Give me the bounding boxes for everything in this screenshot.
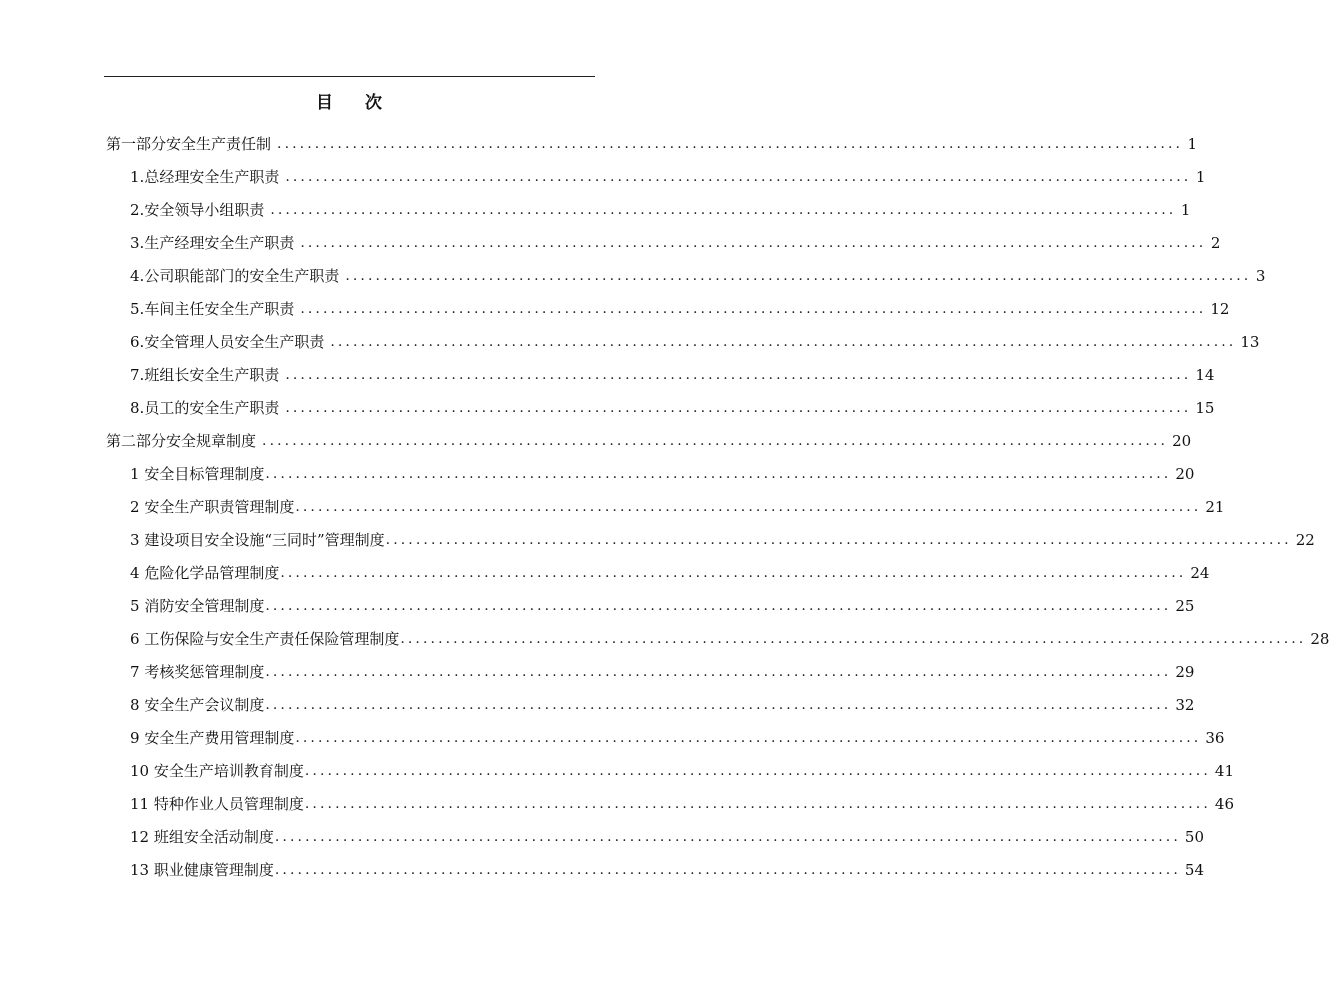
toc-entry[interactable] xyxy=(130,859,1204,881)
toc-entry-number: 8 xyxy=(130,696,145,714)
toc-entry-label: 总经理安全生产职责 xyxy=(144,168,280,186)
toc-entry-number: 第一部分 xyxy=(106,135,167,153)
toc-dot-leader: ........................................................................................................................ xyxy=(265,598,1172,614)
toc-dot-leader: ........................................................................................................................ xyxy=(295,730,1202,746)
toc-page-number: 1 xyxy=(1195,168,1206,186)
toc-entry-number: 7 xyxy=(130,663,145,681)
toc-page-number: 28 xyxy=(1310,630,1329,648)
toc-entry-label: 班组长安全生产职责 xyxy=(144,366,280,384)
toc-page-number: 41 xyxy=(1214,762,1234,780)
toc-entry-number: 8. xyxy=(130,399,145,417)
toc-entry[interactable] xyxy=(130,232,1221,254)
toc-page-number: 36 xyxy=(1205,729,1225,747)
toc-entry[interactable] xyxy=(130,364,1215,386)
toc-entry-number: 4 xyxy=(130,564,145,582)
toc-entry[interactable] xyxy=(130,826,1204,848)
toc-dot-leader: ........................................................................................................................ xyxy=(262,433,1169,449)
toc-entry-label: 职业健康管理制度 xyxy=(153,861,274,879)
toc-page-number: 20 xyxy=(1175,465,1195,483)
toc-entry-label: 安全生产职责管理制度 xyxy=(144,498,295,516)
toc-page-number: 25 xyxy=(1175,597,1195,615)
toc-dot-leader: ........................................................................................................................ xyxy=(345,268,1252,284)
toc-entry-label: 安全管理人员安全生产职责 xyxy=(144,333,325,351)
toc-entry[interactable] xyxy=(130,298,1230,320)
toc-page-number: 32 xyxy=(1175,696,1195,714)
toc-entry[interactable] xyxy=(130,166,1206,188)
toc-entry-number: 13 xyxy=(130,861,154,879)
toc-dot-leader: ........................................................................................................................ xyxy=(280,565,1187,581)
toc-entry[interactable] xyxy=(130,199,1191,221)
toc-entry-label: 消防安全管理制度 xyxy=(144,597,265,615)
toc-entry-number: 10 xyxy=(130,762,154,780)
toc-entry-number: 12 xyxy=(130,828,154,846)
toc-entry-label: 员工的安全生产职责 xyxy=(144,399,280,417)
toc-entry[interactable] xyxy=(130,661,1195,683)
toc-dot-leader: ........................................................................................................................ xyxy=(265,466,1172,482)
toc-dot-leader: ........................................................................................................................ xyxy=(285,400,1192,416)
toc-page-number: 21 xyxy=(1205,498,1225,516)
toc-entry[interactable] xyxy=(130,463,1195,485)
toc-title xyxy=(0,91,700,115)
toc-entry-label: 安全生产培训教育制度 xyxy=(153,762,304,780)
toc-entry[interactable] xyxy=(130,529,1315,551)
toc-entry-label: 安全生产费用管理制度 xyxy=(144,729,295,747)
toc-dot-leader: ........................................................................................................................ xyxy=(285,169,1192,185)
toc-dot-leader: ........................................................................................................................ xyxy=(400,631,1307,647)
toc-entry-number: 3. xyxy=(130,234,145,252)
toc-entry[interactable] xyxy=(130,265,1266,287)
toc-entry-label: 安全生产会议制度 xyxy=(144,696,265,714)
toc-page-number: 1 xyxy=(1187,135,1198,153)
toc-entry-label: 建设项目安全设施“三同时”管理制度 xyxy=(144,531,385,549)
toc-entry-number: 2. xyxy=(130,201,145,219)
toc-entry[interactable] xyxy=(130,397,1215,419)
header-rule xyxy=(104,76,595,77)
toc-dot-leader: ........................................................................................................................ xyxy=(285,367,1192,383)
toc-page-number: 12 xyxy=(1210,300,1230,318)
toc-dot-leader: ........................................................................................................................ xyxy=(295,499,1202,515)
toc-dot-leader: ........................................................................................................................ xyxy=(300,235,1207,251)
toc-entry-number: 4. xyxy=(130,267,145,285)
toc-title-char-2: 次 xyxy=(365,93,384,113)
toc-entry-label: 工伤保险与安全生产责任保险管理制度 xyxy=(144,630,400,648)
toc-entry[interactable] xyxy=(130,595,1195,617)
toc-entry-number: 7. xyxy=(130,366,145,384)
toc-entry-label: 安全目标管理制度 xyxy=(144,465,265,483)
toc-page-number: 1 xyxy=(1180,201,1191,219)
toc-entry-label: 危险化学品管理制度 xyxy=(144,564,280,582)
toc-dot-leader: ........................................................................................................................ xyxy=(270,202,1177,218)
toc-page-number: 22 xyxy=(1295,531,1315,549)
toc-page-number: 2 xyxy=(1210,234,1221,252)
toc-entry-label: 车间主任安全生产职责 xyxy=(144,300,295,318)
toc-dot-leader: ........................................................................................................................ xyxy=(385,532,1292,548)
toc-dot-leader: ........................................................................................................................ xyxy=(274,862,1181,878)
toc-entry[interactable] xyxy=(130,760,1234,782)
toc-entry-label: 公司职能部门的安全生产职责 xyxy=(144,267,340,285)
toc-entry-label: 安全生产责任制 xyxy=(166,135,272,153)
toc-entry-number: 2 xyxy=(130,498,145,516)
toc-page-number: 3 xyxy=(1255,267,1266,285)
toc-entry[interactable] xyxy=(130,628,1329,650)
toc-dot-leader: ........................................................................................................................ xyxy=(265,697,1172,713)
toc-entry-label: 特种作业人员管理制度 xyxy=(153,795,304,813)
toc-dot-leader: ........................................................................................................................ xyxy=(274,829,1181,845)
toc-entry[interactable] xyxy=(130,694,1195,716)
toc-entry-label: 安全领导小组职责 xyxy=(144,201,265,219)
toc-entry-number: 5. xyxy=(130,300,145,318)
toc-entry[interactable] xyxy=(130,793,1234,815)
toc-dot-leader: ........................................................................................................................ xyxy=(330,334,1237,350)
toc-dot-leader: ........................................................................................................................ xyxy=(304,796,1211,812)
toc-page-number: 46 xyxy=(1214,795,1234,813)
toc-entry-number: 1. xyxy=(130,168,145,186)
toc-entry-label: 安全规章制度 xyxy=(166,432,257,450)
toc-page-number: 54 xyxy=(1184,861,1204,879)
toc-entry-number: 6. xyxy=(130,333,145,351)
toc-dot-leader: ........................................................................................................................ xyxy=(277,136,1184,152)
toc-entry[interactable] xyxy=(130,727,1225,749)
toc-dot-leader: ........................................................................................................................ xyxy=(265,664,1172,680)
toc-entry-number: 3 xyxy=(130,531,145,549)
toc-page-number: 13 xyxy=(1240,333,1260,351)
toc-page-number: 29 xyxy=(1175,663,1195,681)
toc-entry-number: 9 xyxy=(130,729,145,747)
toc-entry-number: 第二部分 xyxy=(106,432,167,450)
toc-part-entry[interactable] xyxy=(106,133,1198,155)
toc-title-char-1: 目 xyxy=(316,93,335,113)
toc-page-number: 24 xyxy=(1190,564,1210,582)
toc-page-number: 14 xyxy=(1195,366,1215,384)
toc-entry-number: 1 xyxy=(130,465,145,483)
toc-entry[interactable] xyxy=(130,331,1260,353)
toc-entry[interactable] xyxy=(130,496,1225,518)
toc-page-number: 20 xyxy=(1172,432,1192,450)
toc-entry-number: 6 xyxy=(130,630,145,648)
toc-page-number: 50 xyxy=(1184,828,1204,846)
toc-dot-leader: ........................................................................................................................ xyxy=(300,301,1207,317)
toc-dot-leader: ........................................................................................................................ xyxy=(304,763,1211,779)
toc-part-entry[interactable] xyxy=(106,430,1192,452)
toc-page-number: 15 xyxy=(1195,399,1215,417)
toc-entry-label: 生产经理安全生产职责 xyxy=(144,234,295,252)
toc-entry-label: 考核奖惩管理制度 xyxy=(144,663,265,681)
toc-entry-label: 班组安全活动制度 xyxy=(153,828,274,846)
toc-entry-number: 11 xyxy=(130,795,154,813)
toc-entry[interactable] xyxy=(130,562,1210,584)
toc-entry-number: 5 xyxy=(130,597,145,615)
